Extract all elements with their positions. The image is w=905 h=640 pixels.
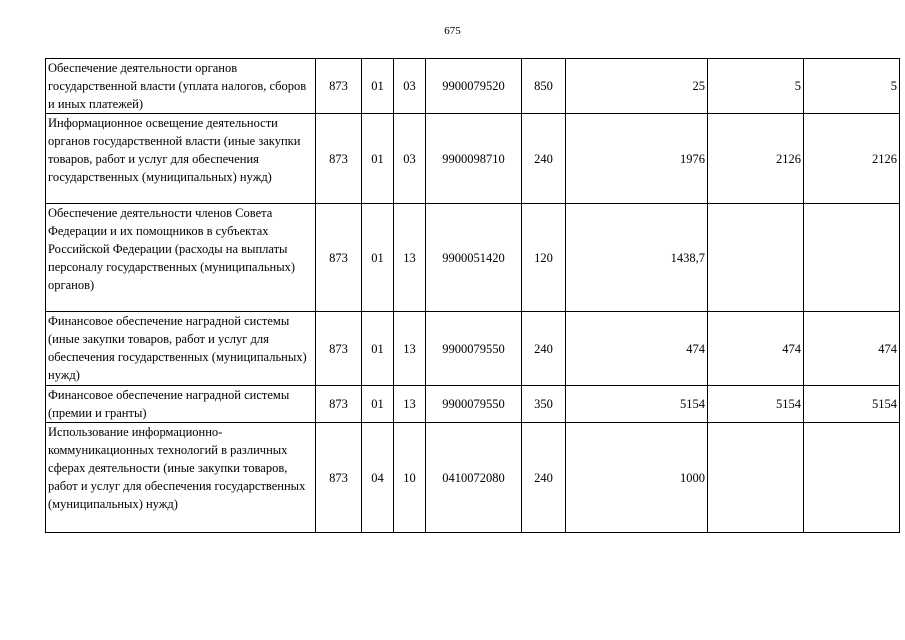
row-amount-1-cell: 474 — [566, 312, 708, 386]
row-target-cell: 0410072080 — [426, 423, 522, 533]
table-row — [46, 114, 900, 204]
row-section-cell: 01 — [362, 59, 394, 114]
row-name-cell: Информационное освещение деятельности органов государственной власти (иные закупки товаров, работ и услуг для обеспечения государственных (муниципальных) нужд) — [46, 114, 316, 204]
row-subsection-cell: 03 — [394, 59, 426, 114]
row-section-cell: 01 — [362, 204, 394, 312]
row-section-cell: 04 — [362, 423, 394, 533]
row-amount-3-cell — [804, 204, 900, 312]
row-section-cell: 01 — [362, 312, 394, 386]
row-amount-1-cell: 5154 — [566, 386, 708, 423]
row-subsection-cell: 13 — [394, 312, 426, 386]
row-code-cell: 873 — [316, 386, 362, 423]
row-expense-type-cell: 240 — [522, 423, 566, 533]
row-code-cell: 873 — [316, 59, 362, 114]
row-subsection-cell: 13 — [394, 204, 426, 312]
row-expense-type-cell: 850 — [522, 59, 566, 114]
row-amount-1-cell: 25 — [566, 59, 708, 114]
row-amount-2-cell — [708, 423, 804, 533]
row-target-cell: 9900079550 — [426, 312, 522, 386]
row-subsection-cell: 13 — [394, 386, 426, 423]
row-expense-type-cell: 120 — [522, 204, 566, 312]
row-section-cell: 01 — [362, 386, 394, 423]
row-name-cell: Финансовое обеспечение наградной системы (премии и гранты) — [46, 386, 316, 423]
row-code-cell: 873 — [316, 312, 362, 386]
page-number: 675 — [444, 25, 461, 37]
row-expense-type-cell: 350 — [522, 386, 566, 423]
row-name-cell: Финансовое обеспечение наградной системы (иные закупки товаров, работ и услуг для обеспечения государственных (муниципальных) нужд) — [46, 312, 316, 386]
row-section-cell: 01 — [362, 114, 394, 204]
row-amount-2-cell: 2126 — [708, 114, 804, 204]
table-row — [46, 204, 900, 312]
table-row — [46, 59, 900, 114]
row-name-cell: Обеспечение деятельности органов государственной власти (уплата налогов, сборов и иных платежей) — [46, 59, 316, 114]
row-amount-2-cell: 5 — [708, 59, 804, 114]
row-amount-1-cell: 1438,7 — [566, 204, 708, 312]
row-amount-1-cell: 1000 — [566, 423, 708, 533]
row-amount-3-cell: 2126 — [804, 114, 900, 204]
budget-table — [45, 58, 900, 533]
row-expense-type-cell: 240 — [522, 114, 566, 204]
row-subsection-cell: 03 — [394, 114, 426, 204]
row-name-cell: Обеспечение деятельности членов Совета Федерации и их помощников в субъектах Российской Федерации (расходы на выплаты персоналу государственных (муниципальных) органов) — [46, 204, 316, 312]
row-amount-3-cell: 5 — [804, 59, 900, 114]
row-code-cell: 873 — [316, 423, 362, 533]
row-amount-3-cell: 5154 — [804, 386, 900, 423]
table-row — [46, 312, 900, 386]
row-target-cell: 9900079520 — [426, 59, 522, 114]
row-expense-type-cell: 240 — [522, 312, 566, 386]
row-amount-3-cell: 474 — [804, 312, 900, 386]
row-target-cell: 9900098710 — [426, 114, 522, 204]
table-row — [46, 423, 900, 533]
row-amount-1-cell: 1976 — [566, 114, 708, 204]
row-target-cell: 9900051420 — [426, 204, 522, 312]
row-amount-3-cell — [804, 423, 900, 533]
row-amount-2-cell: 474 — [708, 312, 804, 386]
row-subsection-cell: 10 — [394, 423, 426, 533]
row-amount-2-cell — [708, 204, 804, 312]
row-target-cell: 9900079550 — [426, 386, 522, 423]
table-body — [46, 59, 900, 533]
row-code-cell: 873 — [316, 114, 362, 204]
row-name-cell: Использование информационно-коммуникационных технологий в различных сферах деятельности (иные закупки товаров, работ и услуг для обеспечения государственных (муниципальных) нужд) — [46, 423, 316, 533]
row-code-cell: 873 — [316, 204, 362, 312]
table-row — [46, 386, 900, 423]
row-amount-2-cell: 5154 — [708, 386, 804, 423]
